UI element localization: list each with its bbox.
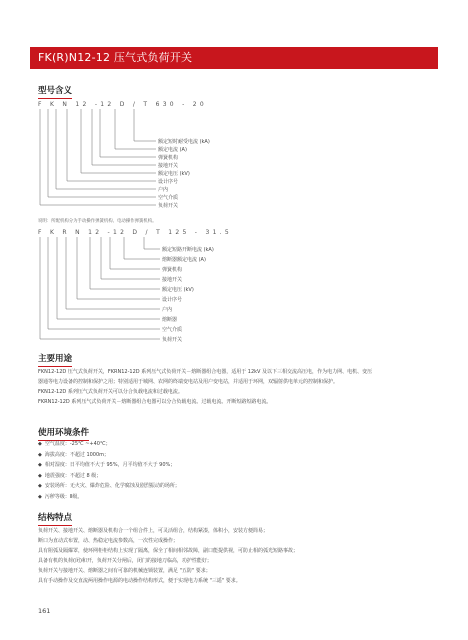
diagram1-label: 额定电流 (A) (158, 147, 187, 153)
structure-line: 断口为直动式布置，动、热稳定电流参数高，一次性完成操作； (38, 538, 179, 544)
diagram2-label: 熔断器 (162, 317, 178, 323)
environment-item: ◆ 污秽等级：Ⅱ级。 (38, 492, 438, 503)
structure-line: 具备有机的负荷(闭)和开，负荷开关分闸后，闭门的接地刀临高，功护性能好； (38, 558, 212, 564)
model-note: 说明：所配机构分为手动操作弹簧机构、电动操作弹簧机构。 (38, 219, 157, 224)
diagram2-label: 额定短路开断电流 (kA) (162, 247, 214, 253)
diagram1-label: 户内 (158, 187, 169, 193)
model-heading: 型号含义 (38, 86, 73, 96)
page-number: 161 (38, 607, 51, 615)
diagram1-label: 设计序号 (158, 179, 179, 185)
uses-line: FKRN12-12D 系列压气式负荷开关－熔断器组合电器可以分合负载电流、过载电流、开断短路短路电流。 (38, 399, 272, 405)
uses-heading: 主要用途 (38, 354, 73, 364)
structure-line: 具有阻弧及隔爆罩，使环网柜柜结构上实现了隔离，保全了相间相邻故障，副口能提供视，可防止相的弧光短路事故； (38, 548, 299, 554)
model-diagram-2 (40, 237, 160, 339)
diagram1-label: 负荷开关 (158, 203, 179, 209)
structure-line: 具有手动操作及交直流两用操作电源的电动操作结构形式，便于实现电力系统 "三遥" 要求。 (38, 578, 241, 584)
structure-line: 负荷开关与接地开关、熔断器之间有可靠的机械连锁装置，满足 "五防" 要求； (38, 568, 211, 574)
diagram2-label: 熔断器额定电流 (A) (162, 257, 206, 263)
environment-item: ◆ 海拔高度：不超过 1000m； (38, 450, 438, 461)
environment-item: ◆ 安装场所：无火灾、爆炸危险、化学腐蚀及剧烈振动的场所； (38, 481, 438, 492)
diagram2-label: 接地开关 (162, 277, 183, 283)
uses-line: 器通等电力设备的控制和保护之用；特别适用于城网、农网的终端变电站及用户变电站，并适用于环网，双辐射供电单元的控制和保护。 (38, 379, 339, 385)
diagram2-label: 户内 (162, 307, 173, 313)
diagram2-label: 空气介质 (162, 327, 183, 333)
environment-heading: 使用环境条件 (38, 428, 90, 438)
model-diagram-2-labels (162, 246, 214, 343)
diagram2-label: 额定电压 (kV) (162, 287, 194, 293)
diagram2-label: 弹簧机构 (162, 267, 183, 273)
diagram1-label: 空气介质 (158, 195, 179, 201)
environment-item: ◆ 相对湿度：日平均值不大于 95%，月平均值不大于 90%； (38, 460, 438, 471)
environment-item: ◆ 空气温度：-25℃ ~+40℃； (38, 439, 438, 450)
model-code-2: F K R N 12 -12 D / T 125 - 31.5 (38, 229, 233, 236)
diagram1-label: 额定短时耐受电流 (kA) (158, 139, 210, 145)
model-code-1: F K N 12 -12 D / T 630 - 20 (38, 101, 208, 108)
uses-line: FKN12-12D 系列压气式负荷开关可以分合负载电流和过载电流。 (38, 389, 183, 395)
environment-list (38, 439, 438, 502)
structure-heading: 结构特点 (38, 513, 73, 523)
model-diagram-1 (40, 109, 156, 205)
environment-item: ◆ 地震强度：不超过 8 级； (38, 471, 438, 482)
diagram1-label: 额定电压 (kV) (158, 171, 190, 177)
diagram2-label: 设计序号 (162, 297, 183, 303)
structure-line: 负荷开关、接地开关、熔断器及机构合一个组合件上，可灵活组合，结构紧凑，体积小，安装方便简易； (38, 528, 269, 534)
uses-line: FKN12-12D 压气式负荷开关，FKRN12-12D 系列压气式负荷开关－熔断器组合电器，适用于 12kV 及以下三相交流高压电，作为电力网、电机、变压 (38, 369, 373, 375)
diagram1-label: 弹簧机构 (158, 155, 179, 161)
diagram2-label: 负荷开关 (162, 337, 183, 343)
model-diagram-1-labels (158, 138, 210, 209)
page-title: FK(R)N12-12 压气式负荷开关 (38, 51, 193, 64)
diagram1-label: 接地开关 (158, 163, 179, 169)
